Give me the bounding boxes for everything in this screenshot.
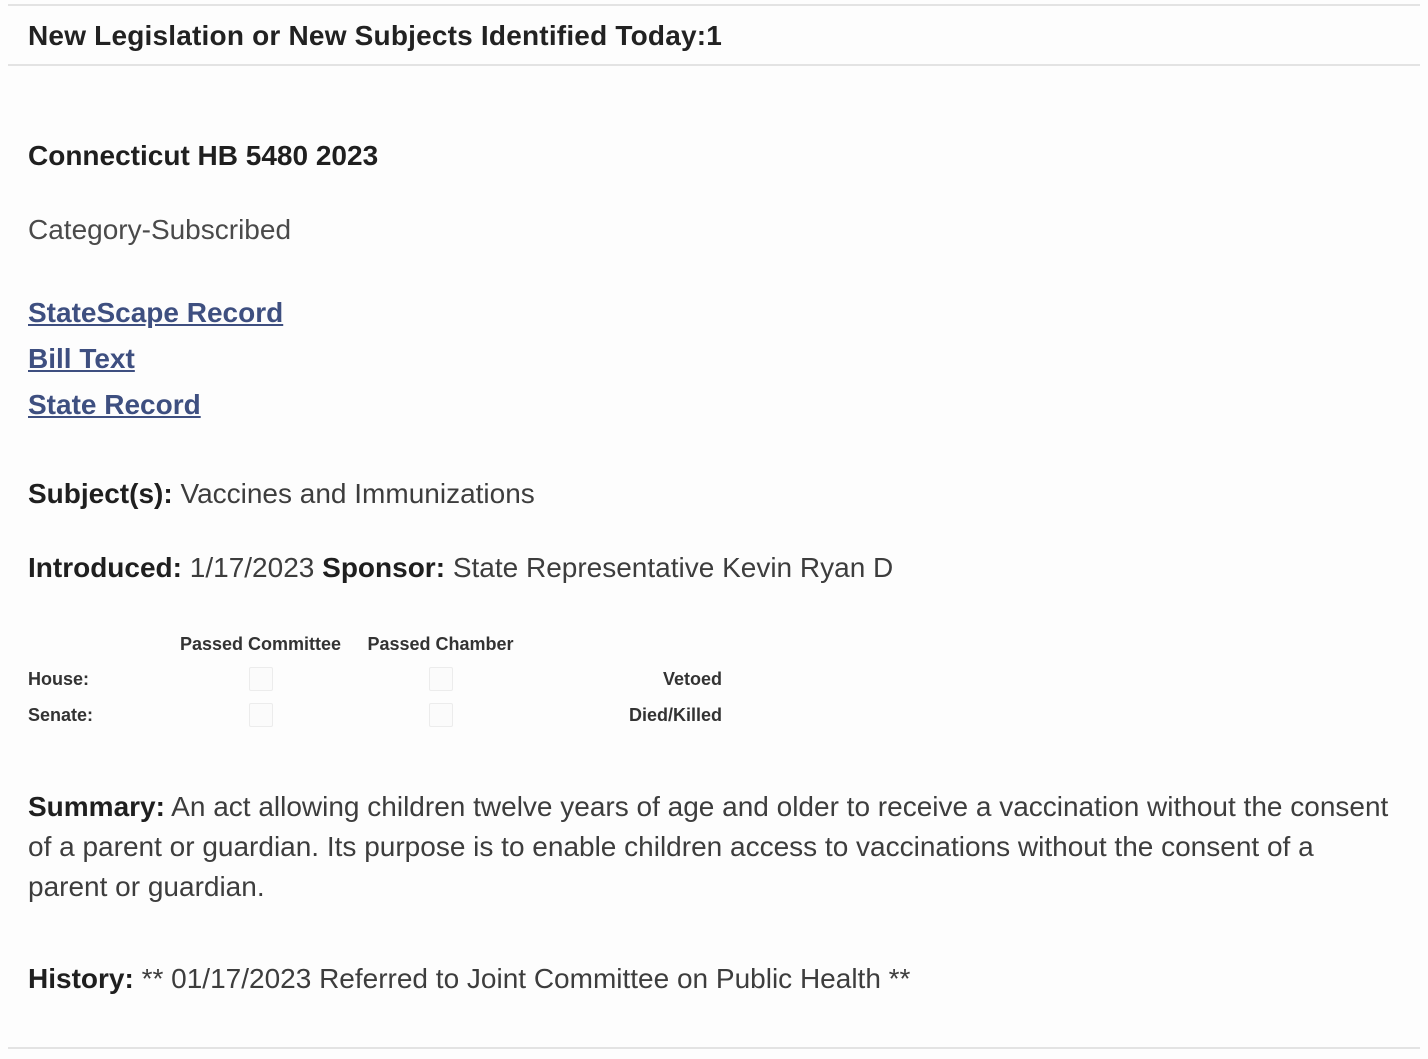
bill-text-link[interactable]: Bill Text xyxy=(28,343,135,374)
header-divider xyxy=(8,64,1420,66)
bill-category: Category-Subscribed xyxy=(28,214,292,245)
passed-committee-header: Passed Committee xyxy=(179,634,342,654)
state-record-link[interactable]: State Record xyxy=(28,389,201,420)
senate-passed-chamber-cell xyxy=(358,703,523,727)
bottom-divider xyxy=(8,1047,1420,1049)
senate-passed-committee-cell xyxy=(163,703,358,727)
house-passed-committee-checkbox[interactable] xyxy=(249,667,273,691)
bill-title: Connecticut HB 5480 2023 xyxy=(28,140,379,171)
sponsor-value: State Representative Kevin Ryan D xyxy=(452,552,894,583)
statescape-record-link[interactable]: StateScape Record xyxy=(28,297,284,328)
senate-passed-committee-checkbox[interactable] xyxy=(249,703,273,727)
vetoed-label: Vetoed xyxy=(662,668,722,689)
subjects-value: Vaccines and Immunizations xyxy=(180,478,535,509)
passed-chamber-header: Passed Chamber xyxy=(367,634,514,654)
house-passed-chamber-cell xyxy=(358,667,523,691)
history-line xyxy=(28,959,1400,999)
subjects-label: Subject(s): xyxy=(28,478,173,509)
introduced-label: Introduced: xyxy=(28,552,182,583)
summary-value: An act allowing children twelve years of age and older to receive a vaccination without the consent of a parent or guardian. Its purpose is to enable children access to vaccinations without the consent of a parent or guardian. xyxy=(28,791,1389,902)
house-row-label: House: xyxy=(28,668,90,689)
summary-line xyxy=(28,787,1400,907)
summary-label: Summary: xyxy=(28,791,165,822)
history-label: History: xyxy=(28,963,134,994)
report-header-title: New Legislation or New Subjects Identified Today:1 xyxy=(28,20,723,51)
house-passed-committee-cell xyxy=(163,667,358,691)
senate-row-label: Senate: xyxy=(28,704,94,725)
died-killed-label: Died/Killed xyxy=(628,704,722,725)
bill-status-table xyxy=(28,634,1400,727)
bill-links xyxy=(28,290,1400,428)
sponsor-label: Sponsor: xyxy=(322,552,446,583)
history-value: ** 01/17/2023 Referred to Joint Committee on Public Health ** xyxy=(141,963,911,994)
introduced-value: 1/17/2023 xyxy=(189,552,315,583)
house-passed-chamber-checkbox[interactable] xyxy=(429,667,453,691)
legislation-report-page xyxy=(0,4,1428,1059)
introduced-sponsor-line xyxy=(28,552,1400,584)
senate-passed-chamber-checkbox[interactable] xyxy=(429,703,453,727)
subjects-line xyxy=(28,478,1400,510)
